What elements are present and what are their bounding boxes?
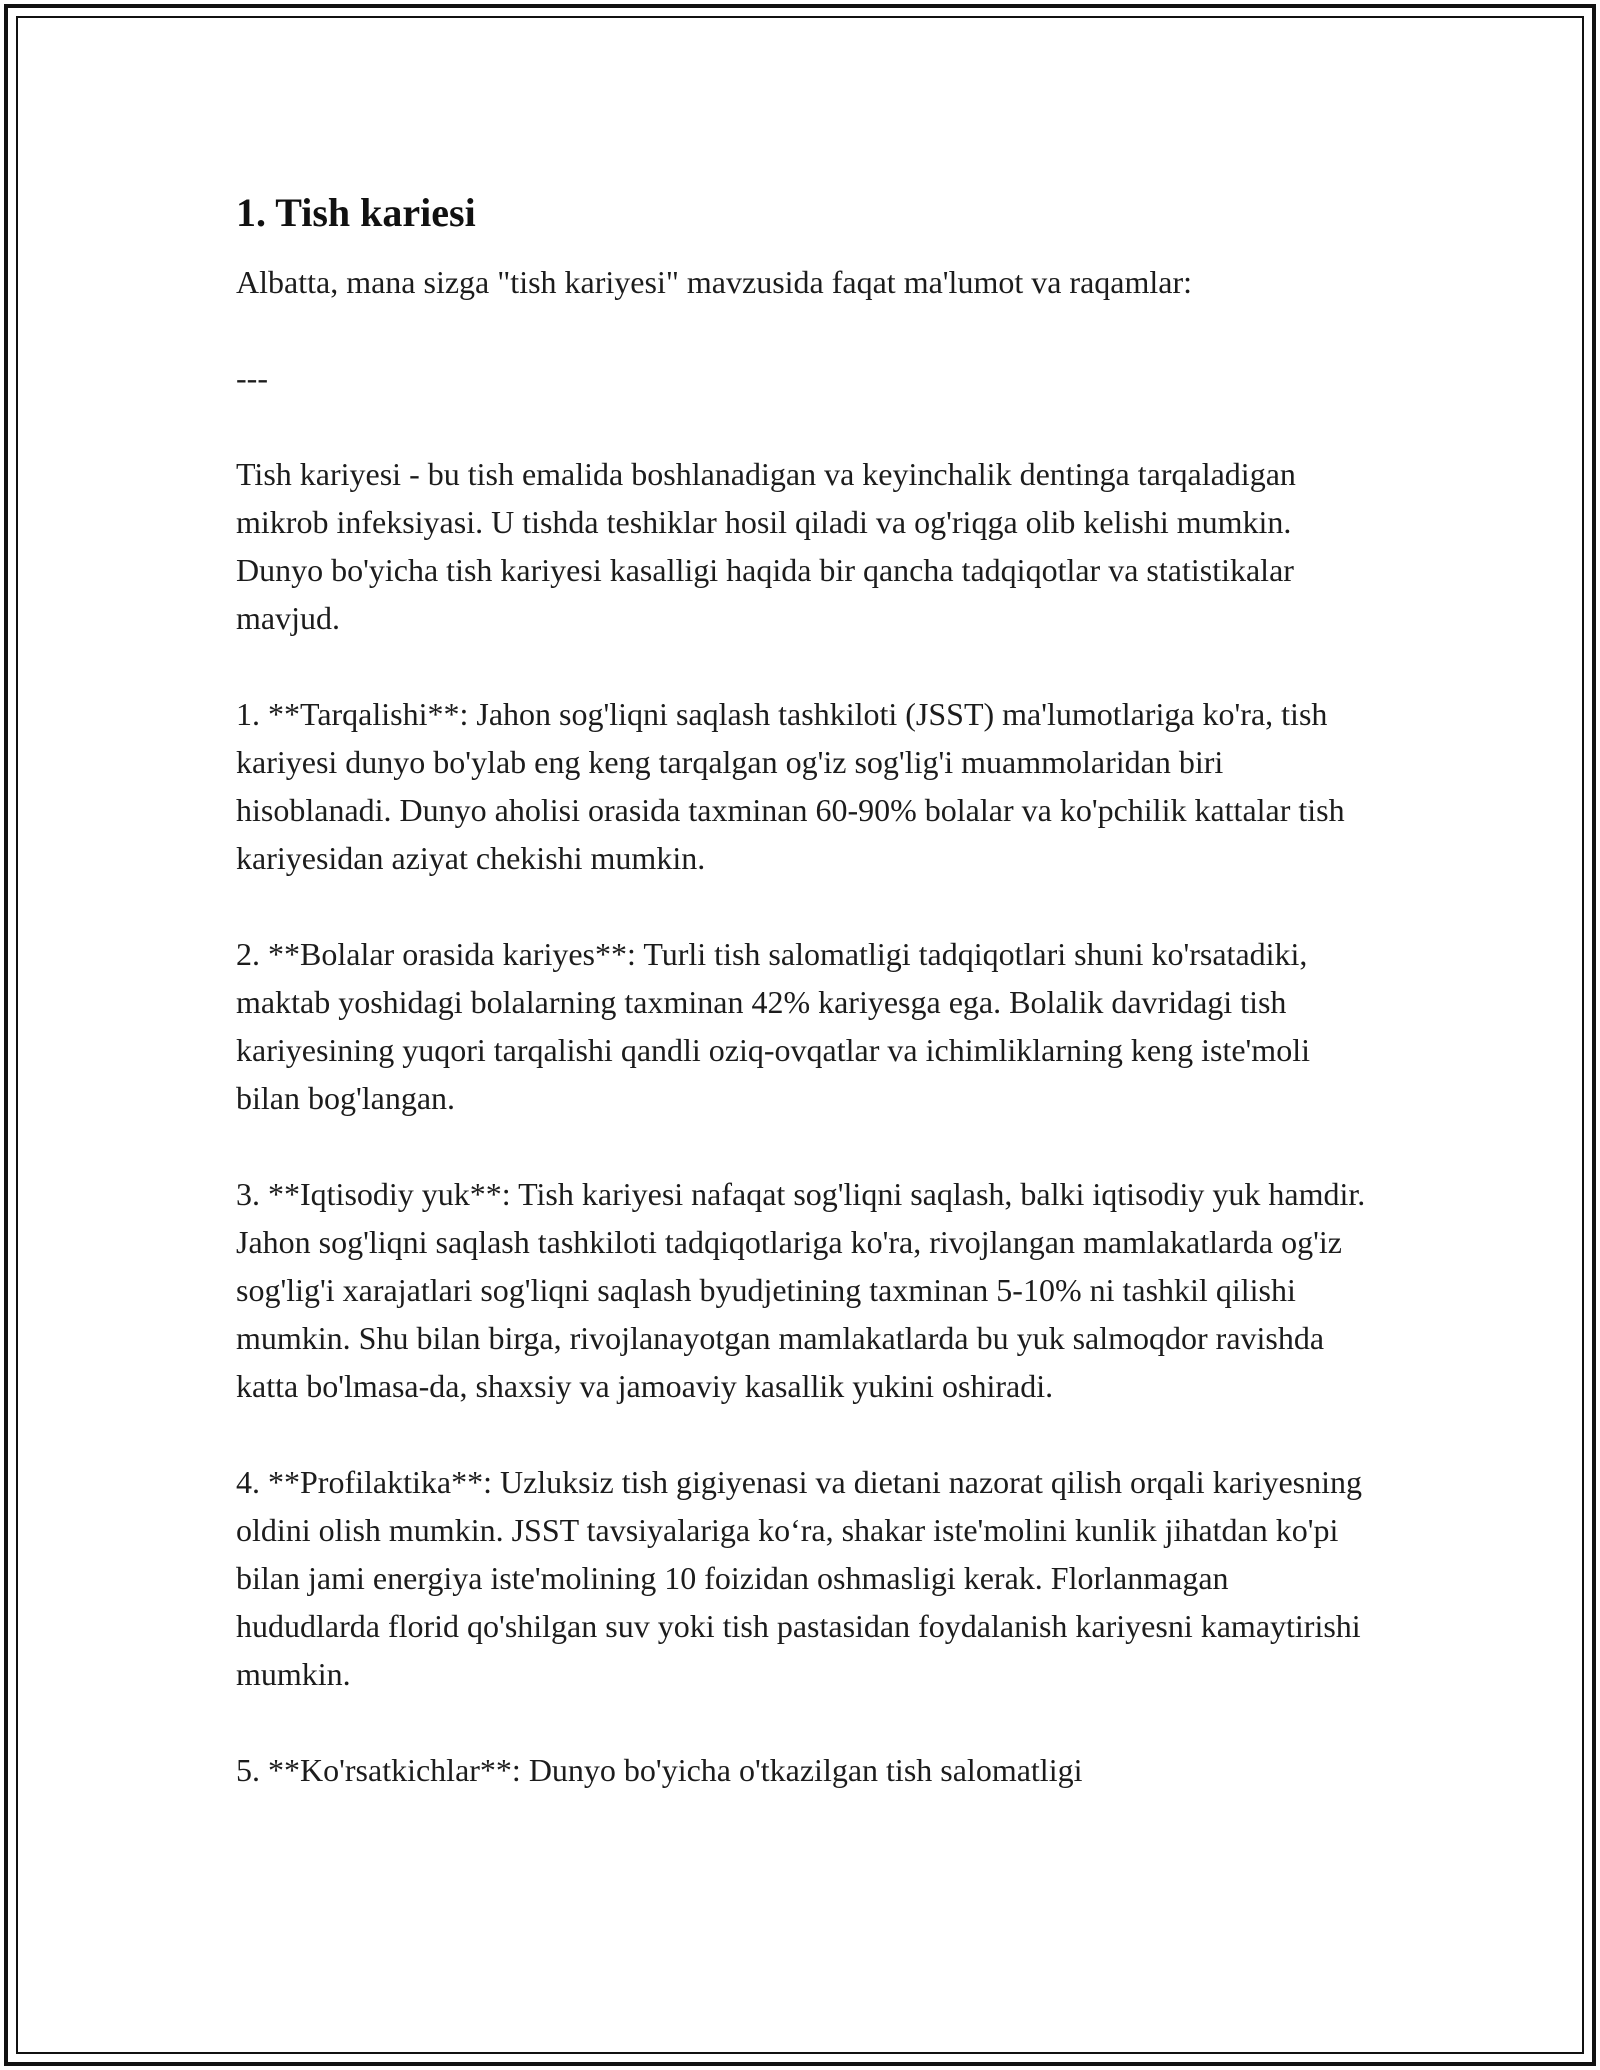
intro-text: Albatta, mana sizga "tish kariyesi" mavzusida faqat ma'lumot va raqamlar: [236,264,1193,300]
document-title: 1. Tish kariesi [236,190,476,235]
paragraph-profilaktika: 4. **Profilaktika**: Uzluksiz tish gigiyenasi va dietani nazorat qilish orqali kariyesning oldini olish mumkin. JSST tavsiyalariga ko‘ra, shakar iste'molini kunlik jihatdan ko'pi bilan jami energiya iste'molining 10 foizidan oshmasligi kerak. Florlanmagan hududlarda florid qo'shilgan suv yoki tish pastasidan foydalanish kariyesni kamaytirishi mumkin. [236,1464,1362,1692]
paragraph-bolalar: 2. **Bolalar orasida kariyes**: Turli tish salomatligi tadqiqotlari shuni ko'rsatadiki, maktab yoshidagi bolalarning taxminan 42% kariyesga ega. Bolalik davridagi tish kariyesining yuqori tarqalishi qandli oziq-ovqatlar va ichimliklarning keng iste'moli bilan bog'langan. [236,936,1310,1116]
paragraph-iqtisodiy: 3. **Iqtisodiy yuk**: Tish kariyesi nafaqat sog'liqni saqlash, balki iqtisodiy yuk hamdir. Jahon sog'liqni saqlash tashkiloti tadqiqotlariga ko'ra, rivojlangan mamlakatlarda og'iz sog'lig'i xarajatlari sog'liqni saqlash byudjetining taxminan 5-10% ni tashkil qilishi mumkin. Shu bilan birga, rivojlanayotgan mamlakatlarda bu yuk salmoqdor ravishda katta bo'lmasa-da, shaxsiy va jamoaviy kasallik yukini oshiradi. [236,1176,1366,1404]
paragraph-definition: Tish kariyesi - bu tish emalida boshlanadigan va keyinchalik dentinga tarqaladigan mikrob infeksiyasi. U tishda teshiklar hosil qiladi va og'riqga olib kelishi mumkin. Dunyo bo'yicha tish kariyesi kasalligi haqida bir qancha tadqiqotlar va statistikalar mavjud. [236,456,1296,636]
separator-line: --- [236,360,268,396]
paragraph-korsatkichlar: 5. **Ko'rsatkichlar**: Dunyo bo'yicha o'tkazilgan tish salomatligi [236,1752,1083,1788]
document-body [236,188,1376,1794]
paragraph-tarqalishi: 1. **Tarqalishi**: Jahon sog'liqni saqlash tashkiloti (JSST) ma'lumotlariga ko'ra, tish kariyesi dunyo bo'ylab eng keng tarqalgan og'iz sog'lig'i muammolaridan biri hisoblanadi. Dunyo aholisi orasida taxminan 60-90% bolalar va ko'pchilik kattalar tish kariyesidan aziyat chekishi mumkin. [236,696,1345,876]
